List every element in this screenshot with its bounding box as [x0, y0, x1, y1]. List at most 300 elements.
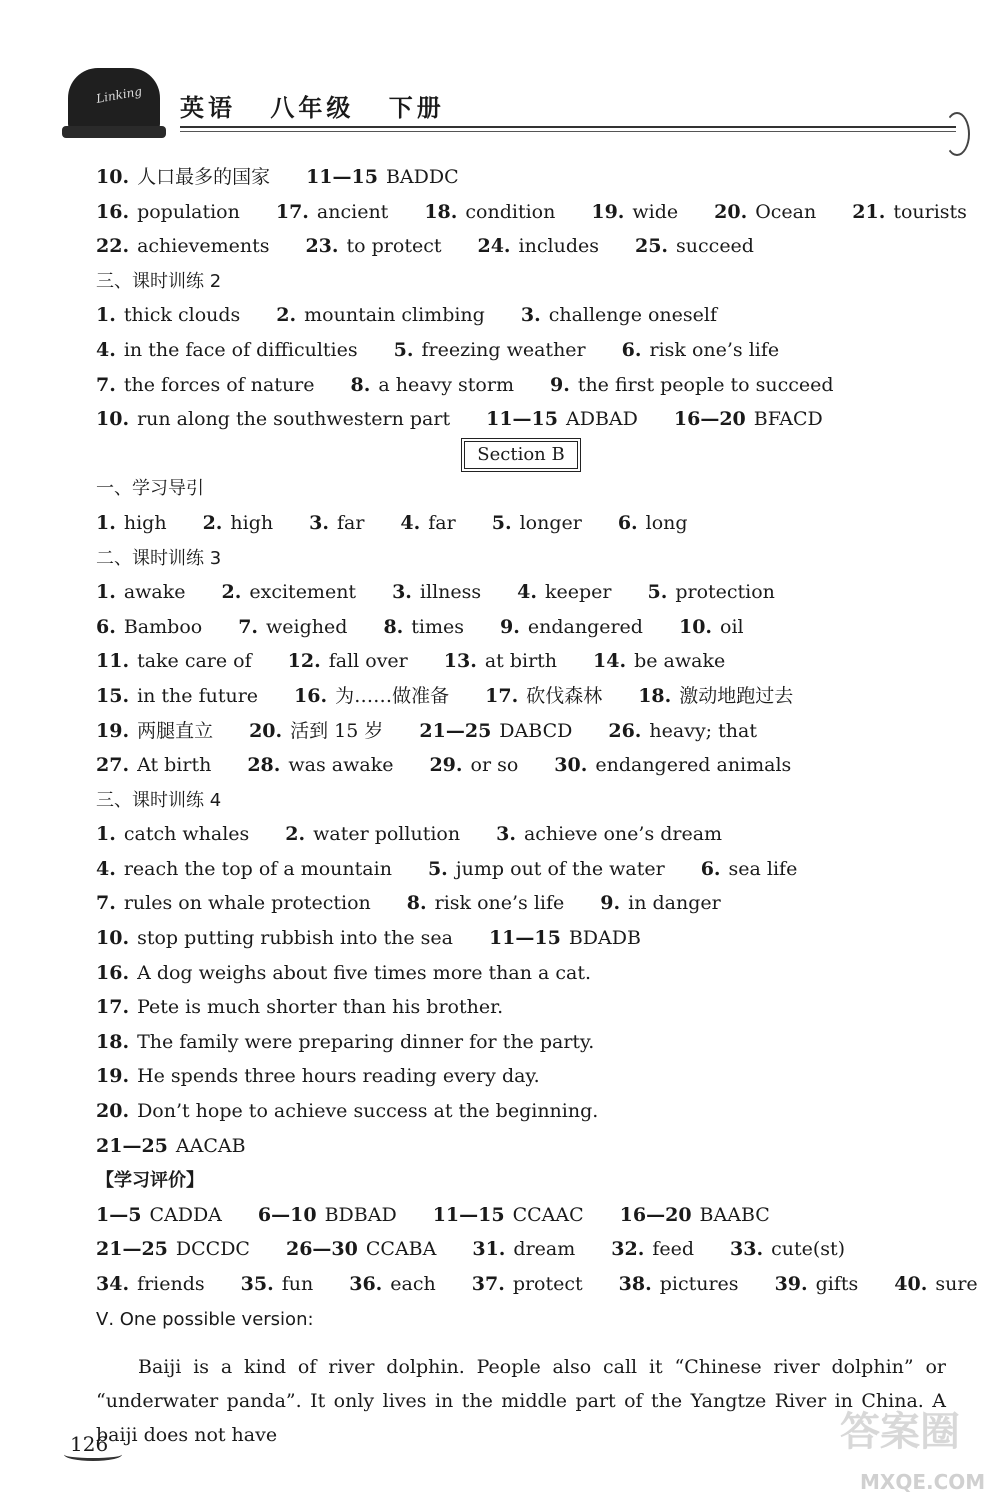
answer-text: stop putting rubbish into the sea: [137, 927, 453, 950]
answer-number: 17.: [96, 996, 130, 1019]
answer-item: [635, 229, 754, 264]
answer-number: 6.: [700, 857, 721, 880]
answer-text: heavy; that: [649, 719, 757, 742]
answer-item: [96, 402, 450, 437]
answer-line: [96, 160, 956, 195]
section-box-wrap: [96, 437, 946, 472]
answer-text: fun: [281, 1273, 314, 1295]
answer-item: [500, 610, 643, 645]
answer-text: DABCD: [499, 719, 573, 742]
answer-text: population: [137, 200, 240, 223]
answer-text: fall over: [328, 650, 408, 673]
answer-text: achieve one’s dream: [523, 823, 723, 846]
answer-number: 10.: [96, 408, 130, 431]
answer-number: 33.: [730, 1238, 764, 1261]
answer-text: CADDA: [149, 1203, 222, 1226]
answer-item: [96, 679, 258, 714]
answer-item: [554, 748, 791, 783]
answer-line: [96, 644, 956, 679]
answer-text: condition: [465, 200, 556, 223]
answer-item: [477, 229, 599, 264]
answer-number: 31.: [472, 1238, 506, 1261]
answer-line: [96, 714, 956, 749]
answer-item: [285, 817, 460, 852]
answer-number: 19.: [96, 719, 130, 742]
answer-line: [96, 852, 956, 887]
answer-item: [258, 1198, 397, 1233]
answer-number: 8.: [383, 615, 404, 638]
answer-number: 26—30: [285, 1238, 358, 1261]
answer-item: [351, 368, 514, 403]
answer-number: 10.: [96, 166, 130, 188]
answer-item: [238, 610, 347, 645]
answer-item: [433, 1198, 584, 1233]
answer-text: awake: [123, 581, 186, 604]
answer-item: [247, 748, 393, 783]
answer-item: [496, 817, 722, 852]
answer-line: [96, 956, 956, 991]
section-heading: [96, 541, 956, 576]
answer-item: [383, 610, 464, 645]
answer-text: 活到 15 岁: [290, 719, 384, 742]
answer-item: [679, 610, 744, 645]
answer-item: [429, 748, 518, 783]
answer-text: 人口最多的国家: [137, 166, 271, 188]
answer-line: [96, 368, 956, 403]
answer-item: [714, 195, 816, 230]
answer-number: 8.: [350, 373, 371, 396]
answer-item: [96, 886, 371, 921]
answer-item: [394, 333, 586, 368]
answer-number: 30.: [554, 754, 588, 777]
answer-text: be awake: [634, 650, 726, 673]
answer-number: 3.: [309, 511, 329, 534]
answer-text: mountain climbing: [304, 304, 485, 327]
answer-item: [96, 368, 315, 403]
answer-text: feed: [652, 1238, 695, 1261]
answer-item: [472, 1232, 575, 1267]
essay-block: [96, 1350, 946, 1452]
answer-number: 3.: [392, 581, 412, 604]
answer-text: ancient: [316, 200, 389, 223]
answer-line: [96, 1129, 956, 1164]
answer-text: water pollution: [313, 823, 461, 846]
answer-text: Ocean: [755, 200, 817, 223]
answer-item: [96, 921, 453, 956]
answer-item: [96, 610, 202, 645]
answer-item: [618, 506, 688, 541]
answer-item: [96, 506, 167, 541]
answer-item: [674, 402, 823, 437]
answer-text: BFACD: [753, 408, 823, 431]
answer-item: [276, 195, 388, 230]
heading-text: 【学习评价】: [96, 1170, 204, 1192]
answer-number: 20.: [714, 200, 748, 223]
answer-text: thick clouds: [123, 304, 241, 327]
answer-item: [444, 644, 557, 679]
answer-item: [894, 1267, 977, 1302]
answer-text: AACAB: [175, 1134, 246, 1157]
answer-item: [591, 195, 678, 230]
answer-text: 两腿直立: [137, 719, 214, 742]
answer-item: [241, 1267, 314, 1302]
answer-item: [222, 575, 357, 610]
section-heading-row: [96, 437, 956, 472]
book-logo-icon: [68, 68, 160, 132]
answer-number: 16.: [96, 200, 130, 223]
answer-number: 18.: [96, 1030, 130, 1053]
answer-line: [96, 298, 956, 333]
answer-number: 19.: [591, 200, 625, 223]
answer-text: succeed: [676, 235, 754, 258]
answer-text: CCABA: [365, 1238, 437, 1261]
answer-text: cute(st): [771, 1238, 846, 1261]
answer-text: the first people to succeed: [577, 373, 834, 396]
answer-text: At birth: [137, 754, 212, 777]
answer-text: A dog weighs about five times more than a cat.: [137, 961, 592, 984]
answer-item: [701, 852, 798, 887]
answer-line: [96, 1059, 956, 1094]
answer-item: [424, 195, 555, 230]
answer-number: 18.: [424, 200, 458, 223]
answer-text: Pete is much shorter than his brother.: [137, 996, 504, 1019]
answer-item: [249, 714, 383, 749]
answer-text: at birth: [484, 650, 558, 673]
answer-text: or so: [470, 754, 519, 777]
answer-line: [96, 679, 956, 714]
answer-number: 29.: [429, 754, 463, 777]
answer-text: protection: [675, 581, 775, 604]
answer-item: [517, 575, 611, 610]
answer-number: 3.: [520, 304, 541, 327]
answer-text: protect: [512, 1273, 583, 1295]
heading-text: 二、课时训练 3: [96, 547, 222, 569]
answer-line: [96, 195, 967, 230]
answer-text: weighed: [266, 615, 348, 638]
answer-item: [96, 1198, 222, 1233]
answer-text: long: [645, 511, 688, 534]
answer-text: friends: [137, 1273, 205, 1295]
answer-number: 36.: [349, 1273, 383, 1295]
answer-number: 16—20: [619, 1203, 692, 1226]
answer-item: [638, 679, 793, 714]
subject-label: 英语: [180, 94, 236, 122]
answer-number: 16.: [294, 684, 328, 707]
answer-text: achievements: [137, 235, 270, 258]
answer-number: 8.: [406, 892, 427, 915]
answer-line: [96, 921, 956, 956]
answer-item: [486, 402, 638, 437]
answer-number: 11—15: [432, 1203, 505, 1226]
answer-number: 16—20: [673, 408, 746, 431]
answer-text: risk one’s life: [649, 338, 780, 361]
answer-text: ADBAD: [566, 408, 638, 431]
answer-number: 17.: [485, 684, 519, 707]
answer-number: 32.: [611, 1238, 645, 1261]
answer-text: to protect: [346, 235, 442, 258]
answer-item: [288, 644, 408, 679]
answer-number: 9.: [500, 615, 520, 638]
heading-text: 三、课时训练 2: [96, 270, 222, 292]
answer-text: in the face of difficulties: [123, 338, 358, 361]
answer-text: a heavy storm: [378, 373, 514, 396]
answer-text: The family were preparing dinner for the party.: [137, 1030, 595, 1053]
answer-item: [96, 644, 252, 679]
answer-item: [419, 714, 572, 749]
answer-text: reach the top of a mountain: [123, 857, 392, 880]
answer-text: high: [230, 511, 274, 534]
answer-number: 21—25: [419, 719, 492, 742]
page-number-decoration: [64, 1448, 122, 1461]
answer-line: [96, 990, 956, 1025]
answer-item: [407, 886, 565, 921]
answer-item: [400, 506, 455, 541]
answer-number: 34.: [96, 1273, 130, 1295]
answer-item: [96, 714, 213, 749]
answer-item: [96, 956, 591, 991]
answer-item: [96, 748, 211, 783]
answer-number: 1.: [96, 511, 116, 534]
answer-item: [611, 1232, 694, 1267]
answer-number: 40.: [894, 1273, 928, 1295]
volume-label: 下册: [388, 94, 445, 122]
answer-number: 9.: [600, 892, 621, 915]
answer-number: 25.: [634, 235, 669, 258]
answer-line: [96, 506, 956, 541]
answer-item: [96, 195, 240, 230]
watermark-url: MXQE.COM: [860, 1470, 986, 1494]
answer-text: endangered animals: [595, 754, 792, 777]
answer-number: 11.: [96, 650, 130, 673]
answer-text: risk one’s life: [434, 892, 565, 915]
answer-number: 9.: [549, 373, 570, 396]
answer-text: far: [428, 511, 456, 534]
answer-item: [286, 1232, 436, 1267]
answer-item: [489, 921, 641, 956]
answer-text: BADDC: [385, 166, 459, 188]
answer-item: [96, 229, 269, 264]
answer-item: [203, 506, 274, 541]
answer-text: keeper: [544, 581, 612, 604]
answer-text: illness: [419, 581, 482, 604]
answer-text: in danger: [628, 892, 721, 915]
answer-number: 19.: [96, 1065, 130, 1088]
answer-item: [96, 298, 240, 333]
answer-item: [593, 644, 725, 679]
answer-number: 4.: [96, 857, 116, 880]
answer-text: jump out of the water: [455, 857, 665, 880]
answer-text: Don’t hope to achieve success at the beginning.: [137, 1100, 599, 1123]
logo-script: Linking: [95, 84, 143, 106]
answer-number: 22.: [96, 235, 130, 258]
answer-item: [485, 679, 602, 714]
answer-item: [96, 333, 358, 368]
answer-text: longer: [519, 511, 582, 534]
answer-text: gifts: [815, 1273, 859, 1295]
answer-number: 6.: [96, 615, 116, 638]
answer-number: 20.: [249, 719, 283, 742]
answer-item: [96, 1094, 598, 1129]
answer-item: [305, 229, 441, 264]
answer-text: Bamboo: [123, 615, 203, 638]
watermark-logo: 答案圈: [840, 1409, 960, 1455]
answer-text: each: [390, 1273, 436, 1295]
answer-item: [96, 1025, 594, 1060]
answer-text: includes: [518, 235, 599, 258]
answer-number: 11—15: [488, 927, 561, 950]
answer-line: [96, 1198, 956, 1233]
answer-number: 12.: [287, 650, 321, 673]
answer-number: 3.: [496, 823, 516, 846]
answer-number: 1.: [96, 304, 116, 327]
answer-item: [96, 1267, 205, 1302]
answer-number: 37.: [471, 1273, 505, 1295]
answer-item: [96, 1129, 246, 1164]
answer-item: [392, 575, 481, 610]
answer-number: 15.: [96, 684, 130, 707]
answer-text: the forces of nature: [123, 373, 315, 396]
heading-text: Ⅴ. One possible version:: [96, 1308, 314, 1330]
header-title: [180, 88, 467, 123]
answer-number: 18.: [638, 684, 672, 707]
answer-item: [96, 817, 249, 852]
answer-number: 21.: [852, 200, 886, 223]
answer-number: 28.: [247, 754, 281, 777]
heading-text: 一、学习导引: [96, 478, 204, 500]
answer-item: [730, 1232, 845, 1267]
curl-decoration-icon: [944, 112, 970, 156]
answer-item: [521, 298, 717, 333]
answer-number: 26.: [608, 719, 642, 742]
answer-number: 5.: [393, 338, 414, 361]
answer-item: [600, 886, 720, 921]
answer-number: 39.: [774, 1273, 808, 1295]
answer-line: [96, 748, 956, 783]
answer-line: [96, 1267, 978, 1302]
header-divider: [180, 126, 956, 128]
grade-label: 八年级: [270, 94, 355, 122]
answer-number: 5.: [427, 857, 448, 880]
answer-item: [96, 1059, 540, 1094]
answer-number: 23.: [305, 235, 339, 258]
answer-text: run along the southwestern part: [137, 408, 451, 431]
answer-text: BDBAD: [324, 1203, 397, 1226]
page-header: [60, 68, 970, 168]
answer-text: pictures: [659, 1273, 739, 1295]
answer-text: BDADB: [568, 927, 641, 950]
answer-number: 5.: [491, 511, 512, 534]
answer-text: BAABC: [699, 1203, 770, 1226]
answer-item: [294, 679, 449, 714]
answer-text: times: [411, 615, 465, 638]
answer-text: DCCDC: [175, 1238, 250, 1261]
answer-number: 14.: [593, 650, 627, 673]
answer-number: 5.: [647, 581, 668, 604]
answer-number: 2.: [276, 304, 297, 327]
answer-item: [276, 298, 485, 333]
answer-text: tourists: [893, 200, 967, 223]
section-heading: [96, 783, 956, 818]
answer-text: challenge oneself: [548, 304, 717, 327]
answer-number: 10.: [678, 615, 713, 638]
answer-text: in the future: [137, 684, 259, 707]
answer-number: 16.: [96, 961, 130, 984]
answer-number: 7.: [96, 373, 116, 396]
answer-text: excitement: [249, 581, 357, 604]
answer-item: [852, 195, 967, 230]
answer-text: rules on whale protection: [123, 892, 371, 915]
answer-text: 砍伐森林: [526, 684, 603, 707]
answer-line: [96, 1232, 956, 1267]
answer-number: 1.: [96, 823, 116, 846]
answer-item: [647, 575, 774, 610]
answer-item: [96, 852, 392, 887]
answer-line: [96, 886, 956, 921]
answer-line: [96, 402, 956, 437]
answer-number: 6.: [621, 338, 642, 361]
answer-text: dream: [513, 1238, 576, 1261]
answer-item: [620, 1198, 770, 1233]
answer-line: [96, 610, 956, 645]
section-heading: [96, 1163, 956, 1198]
answer-number: 6.: [617, 511, 638, 534]
page-number: 126: [70, 1432, 109, 1456]
essay-text: Baiji is a kind of river dolphin. People also call it “Chinese river dolphin” or “underwater panda”. It only lives in the middle part of the Yangtze River in China. A baiji does not have: [96, 1356, 946, 1446]
answer-number: 11—15: [486, 408, 558, 431]
answer-text: high: [123, 511, 167, 534]
answer-number: 6—10: [257, 1203, 317, 1226]
answer-line: [96, 1094, 956, 1129]
answer-number: 2.: [221, 581, 242, 604]
answer-item: [619, 1267, 739, 1302]
answer-text: far: [336, 511, 365, 534]
answer-text: catch whales: [123, 823, 250, 846]
answer-item: [608, 714, 757, 749]
answer-number: 4.: [400, 511, 421, 534]
answer-number: 27.: [96, 754, 130, 777]
answer-number: 20.: [96, 1100, 130, 1123]
answer-number: 24.: [477, 235, 511, 258]
answer-number: 21—25: [96, 1134, 168, 1157]
answer-number: 38.: [618, 1273, 652, 1295]
answer-text: freezing weather: [421, 338, 586, 361]
answer-text: sure: [935, 1273, 978, 1295]
answer-key-body: [96, 160, 978, 1336]
answer-text: 激动地跑过去: [679, 684, 794, 707]
answer-text: oil: [720, 615, 744, 638]
answer-item: [96, 1232, 250, 1267]
heading-text: 三、课时训练 4: [96, 789, 222, 811]
answer-number: 35.: [240, 1273, 274, 1295]
answer-text: He spends three hours reading every day.: [137, 1065, 540, 1088]
answer-item: [306, 160, 459, 195]
answer-item: [96, 575, 186, 610]
answer-number: 4.: [517, 581, 537, 604]
section-heading: [96, 264, 956, 299]
answer-number: 7.: [238, 615, 259, 638]
answer-item: [492, 506, 582, 541]
answer-item: [472, 1267, 583, 1302]
answer-text: wide: [632, 200, 679, 223]
answer-item: [550, 368, 834, 403]
answer-number: 13.: [443, 650, 477, 673]
answer-item: [622, 333, 780, 368]
answer-text: endangered: [527, 615, 643, 638]
answer-number: 1.: [96, 581, 116, 604]
answer-text: take care of: [137, 650, 252, 673]
answer-number: 21—25: [96, 1238, 168, 1261]
answer-line: [96, 575, 956, 610]
